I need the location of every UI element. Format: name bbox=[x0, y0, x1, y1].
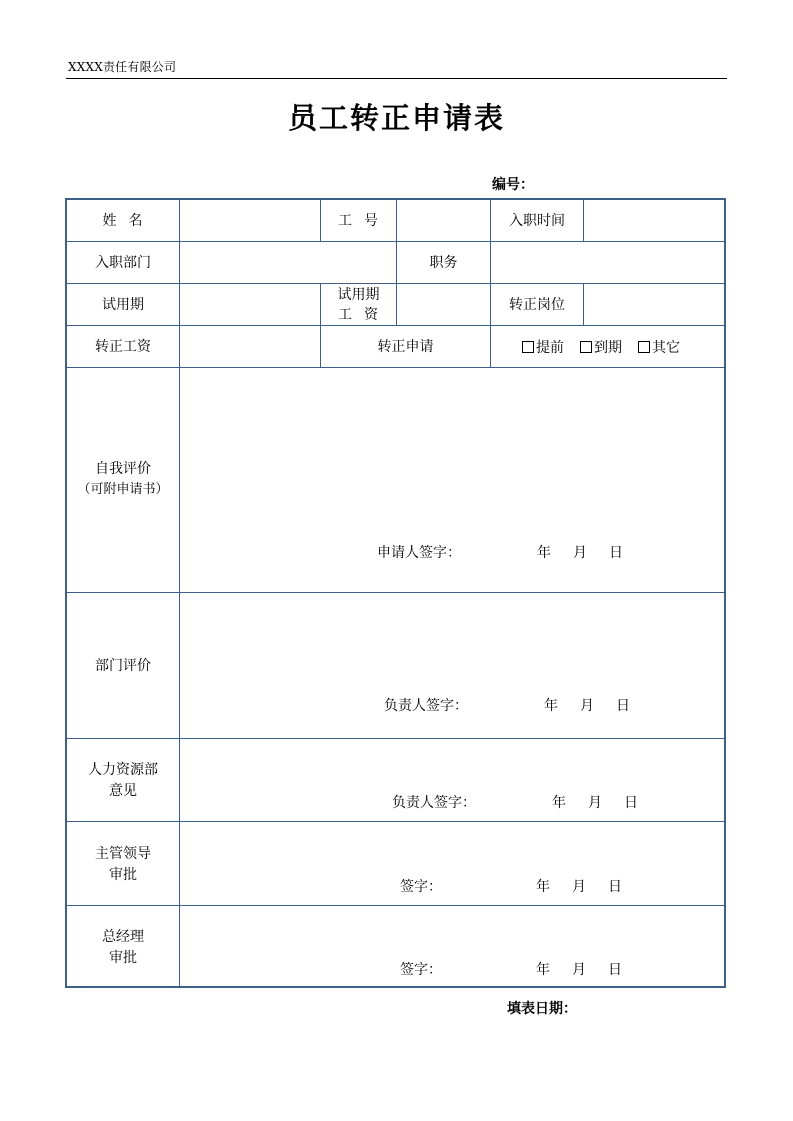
supervisor-signature bbox=[400, 876, 622, 896]
row-divider bbox=[67, 325, 724, 326]
dept-signature-label: 负责人签字： bbox=[384, 698, 468, 714]
row-divider bbox=[67, 821, 724, 822]
application-form bbox=[65, 198, 726, 988]
dept-eval-field[interactable] bbox=[180, 597, 724, 687]
regular-apply-label: 转正申请 bbox=[377, 339, 434, 355]
supervisor-label-line1: 主管领导 bbox=[95, 846, 151, 862]
day-label: 日 bbox=[616, 698, 630, 714]
checkbox-icon[interactable] bbox=[522, 341, 534, 353]
row-divider bbox=[67, 738, 724, 739]
supervisor-label-line2: 审批 bbox=[109, 867, 137, 883]
gm-label-line2: 审批 bbox=[109, 950, 137, 966]
employee-number-field[interactable] bbox=[397, 204, 490, 238]
signature-date bbox=[552, 792, 638, 812]
month-label: 月 bbox=[573, 545, 587, 561]
regular-post-label: 转正岗位 bbox=[509, 297, 565, 313]
name-label: 姓 名 bbox=[102, 213, 144, 229]
day-label: 日 bbox=[609, 545, 623, 561]
hire-date-label: 入职时间 bbox=[509, 213, 565, 229]
hr-signature-label: 负责人签字： bbox=[392, 795, 476, 811]
option-other[interactable] bbox=[638, 337, 680, 357]
department-label: 入职部门 bbox=[95, 255, 151, 271]
hr-opinion-field[interactable] bbox=[180, 743, 724, 783]
option-early-label: 提前 bbox=[536, 340, 564, 356]
hr-label-line1: 人力资源部 bbox=[88, 762, 158, 778]
month-label: 月 bbox=[588, 795, 602, 811]
checkbox-icon[interactable] bbox=[580, 341, 592, 353]
employee-number-label: 工 号 bbox=[338, 213, 379, 229]
self-eval-label-line1: 自我评价 bbox=[95, 461, 151, 477]
row-divider bbox=[67, 367, 724, 368]
department-field[interactable] bbox=[180, 246, 396, 280]
probation-salary-field[interactable] bbox=[397, 288, 490, 322]
signature-date bbox=[537, 542, 623, 562]
dept-eval-label: 部门评价 bbox=[95, 658, 151, 674]
year-label: 年 bbox=[552, 795, 566, 811]
gm-signature bbox=[400, 959, 622, 979]
year-label: 年 bbox=[536, 962, 550, 978]
probation-label: 试用期 bbox=[102, 297, 144, 313]
applicant-signature bbox=[377, 542, 623, 562]
probation-field[interactable] bbox=[180, 288, 320, 322]
fill-date-label: 填表日期： bbox=[507, 1001, 577, 1017]
day-label: 日 bbox=[608, 879, 622, 895]
dept-signature bbox=[384, 695, 630, 715]
hire-date-field[interactable] bbox=[584, 204, 724, 238]
company-header: XXXX责任有限公司 bbox=[68, 60, 177, 74]
month-label: 月 bbox=[572, 962, 586, 978]
day-label: 日 bbox=[624, 795, 638, 811]
gm-label-line1: 总经理 bbox=[102, 929, 144, 945]
hr-label-line2: 意见 bbox=[109, 783, 137, 799]
self-eval-field[interactable] bbox=[180, 372, 724, 532]
header-divider bbox=[66, 78, 727, 79]
signature-date bbox=[536, 959, 622, 979]
hr-signature bbox=[392, 792, 638, 812]
applicant-signature-label: 申请人签字： bbox=[377, 545, 461, 561]
number-label: 编号： bbox=[492, 177, 534, 193]
gm-signature-label: 签字： bbox=[400, 962, 442, 978]
row-divider bbox=[67, 905, 724, 906]
year-label: 年 bbox=[544, 698, 558, 714]
supervisor-approval-field[interactable] bbox=[180, 826, 724, 866]
position-field[interactable] bbox=[491, 246, 724, 280]
signature-date bbox=[544, 695, 630, 715]
option-early[interactable] bbox=[522, 337, 564, 357]
regular-salary-field[interactable] bbox=[180, 330, 320, 364]
option-other-label: 其它 bbox=[652, 340, 680, 356]
probation-salary-label-line1: 试用期 bbox=[337, 287, 380, 303]
month-label: 月 bbox=[580, 698, 594, 714]
regular-salary-label: 转正工资 bbox=[95, 339, 151, 355]
regular-apply-options bbox=[522, 337, 680, 357]
checkbox-icon[interactable] bbox=[638, 341, 650, 353]
name-field[interactable] bbox=[180, 204, 320, 238]
gm-approval-field[interactable] bbox=[180, 910, 724, 950]
month-label: 月 bbox=[572, 879, 586, 895]
signature-date bbox=[536, 876, 622, 896]
regular-post-field[interactable] bbox=[584, 288, 724, 322]
year-label: 年 bbox=[537, 545, 551, 561]
day-label: 日 bbox=[608, 962, 622, 978]
form-title: 员工转正申请表 bbox=[287, 101, 505, 135]
probation-salary-label-line2: 工 资 bbox=[338, 307, 379, 323]
self-eval-label-line2: （可附申请书） bbox=[77, 482, 169, 497]
row-divider bbox=[67, 592, 724, 593]
option-due[interactable] bbox=[580, 337, 622, 357]
option-due-label: 到期 bbox=[594, 340, 622, 356]
year-label: 年 bbox=[536, 879, 550, 895]
position-label: 职务 bbox=[429, 255, 458, 271]
supervisor-signature-label: 签字： bbox=[400, 879, 442, 895]
